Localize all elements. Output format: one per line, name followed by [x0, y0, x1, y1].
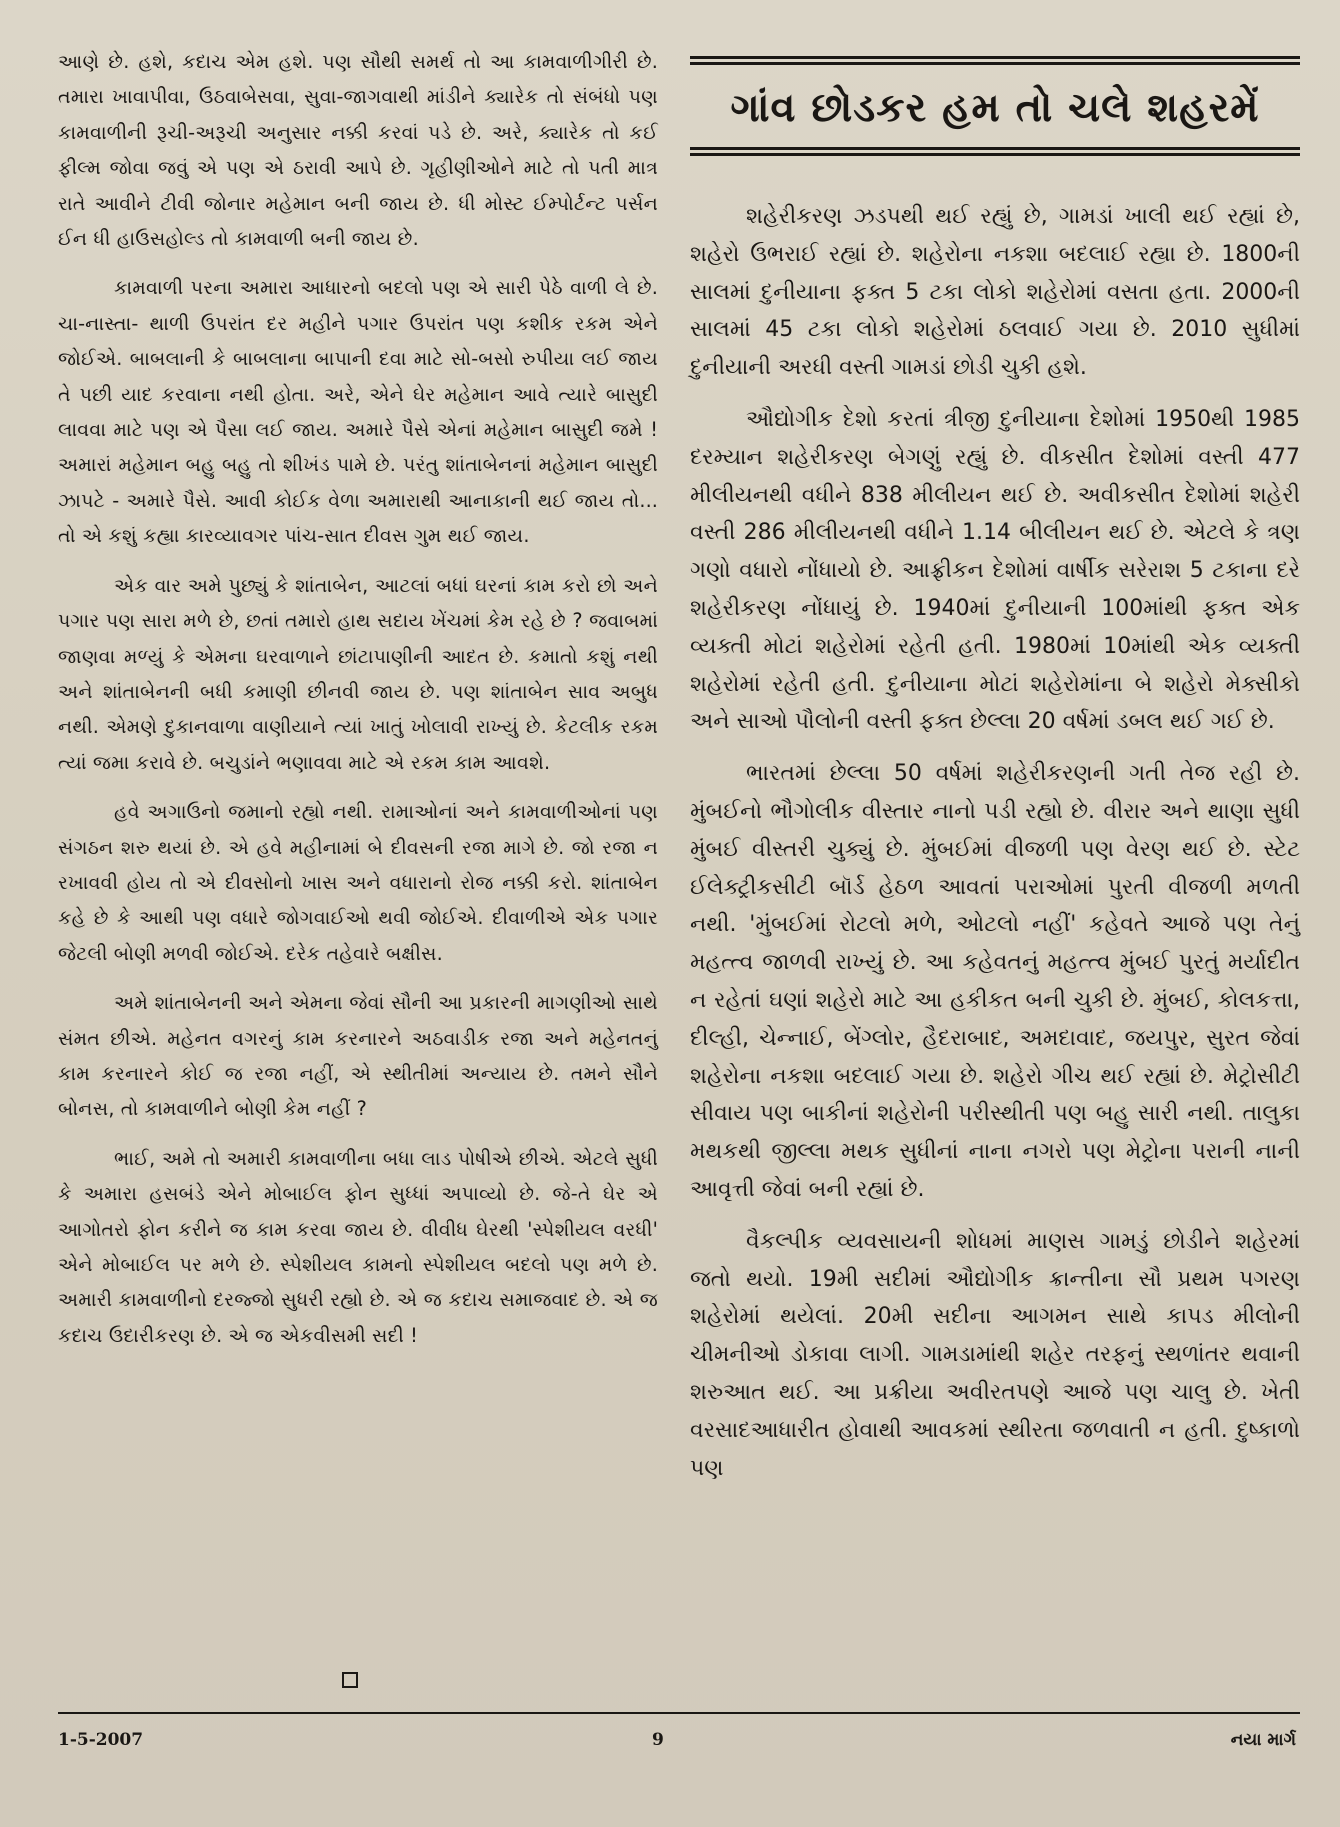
headline-box [690, 56, 1300, 198]
footer-rule [58, 1712, 1300, 1714]
right-column [690, 44, 1300, 1501]
article-paragraph-4: વૈકલ્પીક વ્યવસાયની શોધમાં માણસ ગામડું છોડીને શહેરમાં જતો થયો. 19મી સદીમાં ઔદ્યોગીક ક્રાન્તીના સૌ પ્રથમ પગરણ શહેરોમાં થયેલાં. 20મી સદીના આગમન સાથે કાપડ મીલોની ચીમનીઓ ડોકાવા લાગી. ગામડામાંથી શહેર તરફનું સ્થળાંતર થવાની શરુઆત થઈ. આ પ્રક્રીયા અવીરતપણે આજે પણ ચાલુ છે. ખેતી વરસાદઆધારીત હોવાથી આવકમાં સ્થીરતા જળવાતી ન હતી. દુષ્કાળો પણ [690, 1228, 1300, 1481]
left-paragraph-5: અમે શાંતાબેનની અને એમના જેવાં સૌની આ પ્રકારની માગણીઓ સાથે સંમત છીએ. મહેનત વગરનું કામ કરનારને અઠવાડીક રજા અને મહેનતનું કામ કરનારને કોઈ જ રજા નહીં, એ સ્થીતીમાં અન્યાય છે. તમને સૌને બોનસ, તો કામવાળીને બોણી કેમ નહીં ? [58, 991, 658, 1121]
article-headline: ગાંવ છોડકર હમ તો ચલે શહરમેં [730, 85, 1260, 131]
left-paragraph-2: કામવાળી પરના અમારા આધારનો બદલો પણ એ સારી પેઠે વાળી લે છે. ચા-નાસ્તા- થાળી ઉપરાંત દર મહીને પગાર ઉપરાંત પણ કશીક રકમ એને જોઈએ. બાબલાની કે બાબલાના બાપાની દવા માટે સો-બસો રુપીયા લઈ જાય તે પછી યાદ કરવાના નથી હોતા. અરે, એને ઘેર મહેમાન આવે ત્યારે બાસુદી લાવવા માટે પણ એ પૈસા લઈ જાય. અમારે પૈસે એનાં મહેમાન બાસુદી જમે ! અમારાં મહેમાન બહુ બહુ તો શીખંડ પામે છે. પરંતુ શાંતાબેનનાં મહેમાન બાસુદી ઝાપટે - અમારે પૈસે. આવી કોઈક વેળા અમારાથી આનાકાની થઈ જાય તો... તો એ કશું કહ્યા કારવ્યાવગર પાંચ-સાત દીવસ ગુમ થઈ જાય. [58, 276, 658, 548]
issue-date: 1-5-2007 [58, 1730, 144, 1750]
left-paragraph-6: ભાઈ, અમે તો અમારી કામવાળીના બધા લાડ પોષીએ છીએ. એટલે સુધી કે અમારા હસબંડે એને મોબાઈલ ફોન સુધ્ધાં અપાવ્યો છે. જે-તે ઘેર એ આગોતરો ફોન કરીને જ કામ કરવા જાય છે. વીવીધ ઘેરથી 'સ્પેશીયલ વરધી' એને મોબાઈલ પર મળે છે. સ્પેશીયલ કામનો સ્પેશીયલ બદલો પણ મળે છે. અમારી કામવાળીનો દરજ્જો સુધરી રહ્યો છે. એ જ કદાચ સમાજવાદ છે. એ જ કદાચ ઉદારીકરણ છે. એ જ એકવીસમી સદી ! [58, 1146, 658, 1347]
headline-rule-top-inner [690, 62, 1300, 65]
headline-rule-bottom-inner [690, 147, 1300, 150]
left-paragraph-3: એક વાર અમે પુછ્યું કે શાંતાબેન, આટલાં બધાં ઘરનાં કામ કરો છો અને પગાર પણ સારા મળે છે, છતાં તમારો હાથ સદાય ખેંચમાં કેમ રહે છે ? જવાબમાં જાણવા મળ્યું કે એમના ઘરવાળાને છાંટાપાણીની આદત છે. કમાતો કશું નથી અને શાંતાબેનની બધી કમાણી છીનવી જાય છે. પણ શાંતાબેન સાવ અબુધ નથી. એમણે દુકાનવાળા વાણીયાને ત્યાં ખાતું ખોલાવી રાખ્યું છે. કેટલીક રકમ ત્યાં જમા કરાવે છે. બચુડાંને ભણાવવા માટે એ રકમ કામ આવશે. [58, 573, 658, 774]
left-paragraph-4: હવે અગાઉનો જમાનો રહ્યો નથી. રામાઓનાં અને કામવાળીઓનાં પણ સંગઠન શરુ થયાં છે. એ હવે મહીનામાં બે દીવસની રજા માગે છે. જો રજા ન રખાવવી હોય તો એ દીવસોનો ખાસ અને વધારાનો રોજ નક્કી કરો. શાંતાબેન કહે છે કે આથી પણ વધારે જોગવાઈઓ થવી જોઈએ. દીવાળીએ એક પગાર જેટલી બોણી મળવી જોઈએ. દરેક તહેવારે બક્ષીસ. [58, 800, 658, 965]
left-column [58, 44, 658, 1367]
left-paragraph-1: આણે છે. હશે, કદાચ એમ હશે. પણ સૌથી સમર્થ તો આ કામવાળીગીરી છે. તમારા ખાવાપીવા, ઉઠવાબેસવા, સુવા-જાગવાથી માંડીને ક્યારેક તો સંબંધો પણ કામવાળીની રૂચી-અરૂચી અનુસાર નક્કી કરવાં પડે છે. અરે, ક્યારેક તો કઈ ફીલ્મ જોવા જવું એ પણ એ ઠરાવી આપે છે. ગૃહીણીઓને માટે તો પતી માત્ર રાતે આવીને ટીવી જોનાર મહેમાન બની જાય છે. ધી મોસ્ટ ઈમ્પોર્ટન્ટ પર્સન ઈન ધી હાઉસહોલ્ડ તો કામવાળી બની જાય છે. [58, 50, 658, 251]
article-paragraph-3: ભારતમાં છેલ્લા 50 વર્ષમાં શહેરીકરણની ગતી તેજ રહી છે. મુંબઈનો ભૌગોલીક વીસ્તાર નાનો પડી રહ્યો છે. વીરાર અને થાણા સુધી મુંબઈ વીસ્તરી ચુક્યું છે. મુંબઈમાં વીજળી પણ વેરણ થઈ છે. સ્ટેટ ઈલેક્ટ્રીકસીટી બૉર્ડ હેઠળ આવતાં પરાઓમાં પુરતી વીજળી મળતી નથી. 'મુંબઈમાં રોટલો મળે, ઓટલો નહીં' કહેવતે આજે પણ તેનું મહત્ત્વ જાળવી રાખ્યું છે. આ કહેવતનું મહત્ત્વ મુંબઈ પુરતું મર્યાદીત ન રહેતાં ઘણાં શહેરો માટે આ હકીકત બની ચુકી છે. મુંબઈ, કોલકત્તા, દીલ્હી, ચેન્નાઈ, બેંગ્લોર, હૈદરાબાદ, અમદાવાદ, જયપુર, સુરત જેવાં શહેરોના નકશા બદલાઈ ગયા છે. શહેરો ગીચ થઈ રહ્યાં છે. મેટ્રોસીટી સીવાય પણ બાકીનાં શહેરોની પરીસ્થીતી પણ બહુ સારી નથી. તાલુકા મથકથી જીલ્લા મથક સુધીનાં નાના નગરો પણ મેટ્રોના પરાની નાની આવૃત્તી જેવાં બની રહ્યાં છે. [690, 761, 1300, 1202]
page-number: 9 [652, 1730, 664, 1750]
article-paragraph-2: ઔદ્યોગીક દેશો કરતાં ત્રીજી દુનીયાના દેશોમાં 1950થી 1985 દરમ્યાન શહેરીકરણ બેગણું રહ્યું છે. વીકસીત દેશોમાં વસ્તી 477 મીલીયનથી વધીને 838 મીલીયન થઈ છે. અવીકસીત દેશોમાં શહેરી વસ્તી 286 મીલીયનથી વધીને 1.14 બીલીયન થઈ છે. એટલે કે ત્રણ ગણો વધારો નોંધાયો છે. આફ્રીકન દેશોમાં વાર્ષીક સરેરાશ 5 ટકાના દરે શહેરીકરણ નોંધાયું છે. 1940માં દુનીયાની 100માંથી ફક્ત એક વ્યક્તી મોટાં શહેરોમાં રહેતી હતી. 1980માં 10માંથી એક વ્યક્તી શહેરોમાં રહેતી હતી. દુનીયાના મોટાં શહેરોમાંના બે શહેરો મેક્સીકો અને સાઓ પૌલોની વસ્તી ફક્ત છેલ્લા 20 વર્ષમાં ડબલ થઈ ગઈ છે. [690, 406, 1300, 735]
article-paragraph-1: શહેરીકરણ ઝડપથી થઈ રહ્યું છે, ગામડાં ખાલી થઈ રહ્યાં છે, શહેરો ઉભરાઈ રહ્યાં છે. શહેરોના નકશા બદલાઈ રહ્યા છે. 1800ની સાલમાં દુનીયાના ફક્ત 5 ટકા લોકો શહેરોમાં વસતા હતા. 2000ની સાલમાં 45 ટકા લોકો શહેરોમાં ઠલવાઈ ગયા છે. 2010 સુધીમાં દુનીયાની અરધી વસ્તી ગામડાં છોડી ચુકી હશે. [690, 204, 1300, 381]
article-end-mark [342, 1672, 358, 1688]
magazine-name: નયા માર્ગ [1230, 1730, 1296, 1750]
headline-rule-top [690, 56, 1300, 59]
headline-rule-bottom [690, 153, 1300, 156]
